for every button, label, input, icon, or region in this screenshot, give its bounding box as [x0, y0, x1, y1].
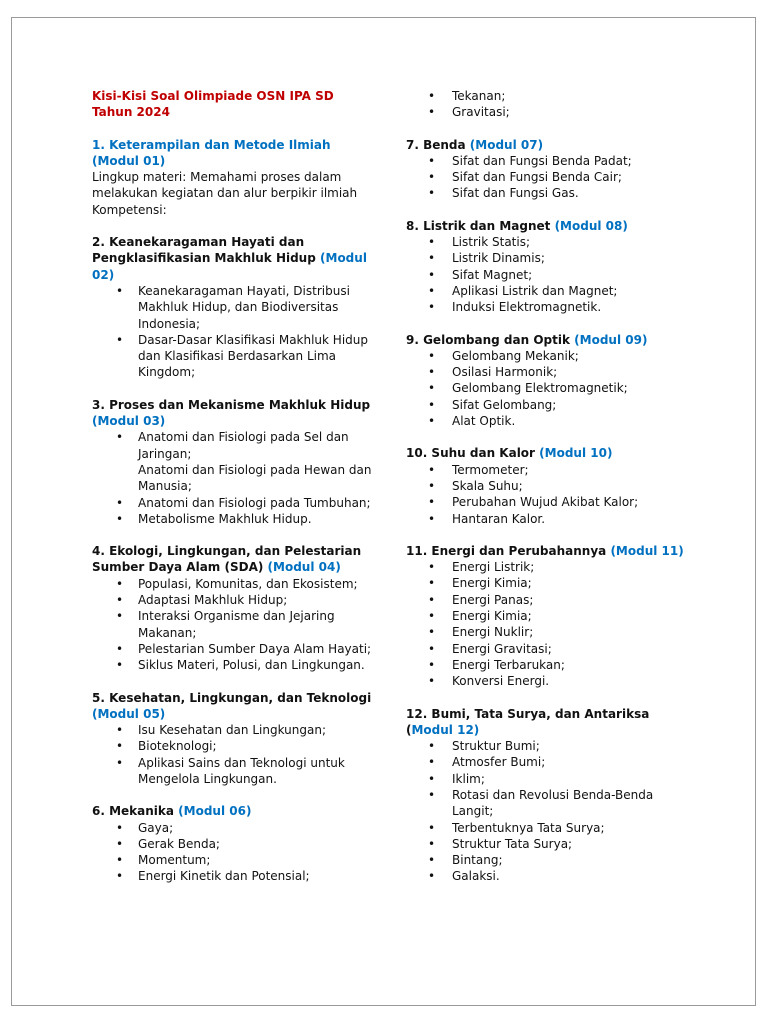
section-heading-text: 1. Keterampilan dan Metode Ilmiah [92, 137, 331, 152]
section-heading [92, 137, 372, 170]
topic-list [406, 348, 686, 429]
modul-label: (Modul 01) [92, 153, 166, 168]
list-item: • Gravitasi; [406, 104, 686, 120]
section-heading-text: 9. Gelombang dan Optik [406, 332, 570, 347]
section-heading-text: 4. Ekologi, Lingkungan, dan Pelestarian Sumber Daya Alam (SDA) [92, 544, 362, 575]
modul-label: (Modul 07) [469, 137, 544, 152]
modul-label: (Modul 05) [92, 706, 166, 721]
modul-label: (Modul 04) [267, 560, 341, 575]
right-column [406, 88, 686, 901]
list-item: • Energi Kinetik dan Potensial; [92, 868, 372, 884]
list-item: • Termometer; [406, 462, 686, 478]
list-item: • Tekanan; [406, 88, 686, 104]
list-item: • Metabolisme Makhluk Hidup. [92, 511, 372, 527]
list-item: • Energi Listrik; [406, 559, 686, 575]
list-item: • Atmosfer Bumi; [406, 754, 686, 770]
section-heading [406, 218, 686, 234]
section-3 [92, 397, 372, 527]
list-item: • Energi Gravitasi; [406, 641, 686, 657]
section-heading-text: 11. Energi dan Perubahannya [406, 543, 607, 558]
modul-label: (Modul 06) [178, 804, 252, 819]
section-heading [92, 397, 372, 430]
topic-list [92, 722, 372, 787]
section-2 [92, 234, 372, 381]
list-item: • Keanekaragaman Hayati, Distribusi Makhluk Hidup, dan Biodiversitas Indonesia; [92, 283, 372, 332]
list-item: • Energi Terbarukan; [406, 657, 686, 673]
section-heading [406, 706, 686, 739]
left-column [92, 88, 372, 901]
modul-label: (Modul 02) [92, 251, 367, 282]
modul-label: (Modul 03) [92, 414, 166, 429]
list-item: • Rotasi dan Revolusi Benda-Benda Langit; [406, 787, 686, 820]
topic-list [406, 462, 686, 527]
modul-label: (Modul 08) [554, 218, 628, 233]
competency-text: Kompetensi: [92, 202, 167, 217]
list-item: • Hantaran Kalor. [406, 511, 686, 527]
topic-list [406, 153, 686, 202]
list-item: • Interaksi Organisme dan Jejaring Makanan; [92, 608, 372, 641]
section-heading-text: 12. Bumi, Tata Surya, dan Antariksa ( [406, 706, 650, 737]
list-item: • Perubahan Wujud Akibat Kalor; [406, 494, 686, 510]
topic-list [406, 88, 686, 121]
topic-list [92, 283, 372, 381]
list-item: • Energi Nuklir; [406, 624, 686, 640]
list-item-subline: Anatomi dan Fisiologi pada Hewan dan Manusia; [138, 462, 372, 494]
list-item: • Skala Suhu; [406, 478, 686, 494]
section-1 [92, 137, 372, 218]
section-heading [406, 445, 686, 461]
section-heading-text: 8. Listrik dan Magnet [406, 218, 551, 233]
list-item: • Konversi Energi. [406, 673, 686, 689]
list-item: • Isu Kesehatan dan Lingkungan; [92, 722, 372, 738]
modul-label: (Modul 09) [574, 332, 648, 347]
section-heading [92, 543, 372, 576]
modul-label: Modul 12) [411, 722, 480, 737]
section-6-continued [406, 88, 686, 121]
section-heading-text: 7. Benda [406, 137, 466, 152]
list-item: • Aplikasi Listrik dan Magnet; [406, 283, 686, 299]
list-item: • Sifat Gelombang; [406, 397, 686, 413]
list-item: • Aplikasi Sains dan Teknologi untuk Mengelola Lingkungan. [92, 755, 372, 788]
document-title: Kisi-Kisi Soal Olimpiade OSN IPA SD Tahun 2024 [92, 89, 334, 120]
section-heading [92, 690, 372, 723]
topic-list [406, 559, 686, 689]
list-item: • Energi Kimia; [406, 575, 686, 591]
list-item: • Energi Panas; [406, 592, 686, 608]
list-item: • Bioteknologi; [92, 738, 372, 754]
list-item: • Iklim; [406, 771, 686, 787]
section-4 [92, 543, 372, 673]
list-item: • Dasar-Dasar Klasifikasi Makhluk Hidup dan Klasifikasi Berdasarkan Lima Kingdom; [92, 332, 372, 381]
section-heading-text: 10. Suhu dan Kalor [406, 446, 535, 461]
section-12 [406, 706, 686, 885]
section-11 [406, 543, 686, 690]
list-item: • Gaya; [92, 820, 372, 836]
modul-label: (Modul 10) [539, 446, 613, 461]
list-item: • Sifat Magnet; [406, 267, 686, 283]
section-8 [406, 218, 686, 316]
section-10 [406, 445, 686, 526]
section-9 [406, 332, 686, 430]
list-item: • Populasi, Komunitas, dan Ekosistem; [92, 576, 372, 592]
list-item: • Osilasi Harmonik; [406, 364, 686, 380]
list-item: • Gelombang Mekanik; [406, 348, 686, 364]
list-item: • Siklus Materi, Polusi, dan Lingkungan. [92, 657, 372, 673]
section-heading [406, 137, 686, 153]
section-7 [406, 137, 686, 202]
scope-text: Lingkup materi: Memahami proses dalam melakukan kegiatan dan alur berpikir ilmiah [92, 170, 358, 201]
section-heading [92, 234, 372, 283]
list-item: • Anatomi dan Fisiologi pada Tumbuhan; [92, 495, 372, 511]
list-item: • Alat Optik. [406, 413, 686, 429]
section-5 [92, 690, 372, 788]
list-item: • Bintang; [406, 852, 686, 868]
list-item: • Induksi Elektromagnetik. [406, 299, 686, 315]
list-item: • Galaksi. [406, 868, 686, 884]
modul-label: (Modul 11) [610, 543, 684, 558]
list-item: • Listrik Dinamis; [406, 250, 686, 266]
topic-list [92, 429, 372, 527]
list-item: • Pelestarian Sumber Daya Alam Hayati; [92, 641, 372, 657]
list-item: • Sifat dan Fungsi Benda Padat; [406, 153, 686, 169]
list-item-text: • Anatomi dan Fisiologi pada Sel dan Jaringan; [138, 430, 349, 461]
list-item: • Sifat dan Fungsi Gas. [406, 185, 686, 201]
list-item: • Struktur Tata Surya; [406, 836, 686, 852]
section-heading-text: 6. Mekanika [92, 804, 174, 819]
list-item: • Momentum; [92, 852, 372, 868]
section-heading [92, 803, 372, 819]
list-item: • Energi Kimia; [406, 608, 686, 624]
section-heading-text: 2. Keanekaragaman Hayati dan Pengklasifikasian Makhluk Hidup [92, 235, 316, 266]
list-item: • Struktur Bumi; [406, 738, 686, 754]
list-item: • Adaptasi Makhluk Hidup; [92, 592, 372, 608]
topic-list [92, 820, 372, 885]
section-6 [92, 803, 372, 884]
section-heading-text: 5. Kesehatan, Lingkungan, dan Teknologi [92, 690, 372, 705]
list-item: • Listrik Statis; [406, 234, 686, 250]
list-item: • Sifat dan Fungsi Benda Cair; [406, 169, 686, 185]
topic-list [406, 234, 686, 315]
section-heading [406, 332, 686, 348]
topic-list [92, 576, 372, 674]
section-heading-text: 3. Proses dan Mekanisme Makhluk Hidup [92, 397, 371, 412]
list-item: • Gelombang Elektromagnetik; [406, 380, 686, 396]
list-item [92, 429, 372, 494]
topic-list [406, 738, 686, 885]
list-item: • Gerak Benda; [92, 836, 372, 852]
list-item: • Terbentuknya Tata Surya; [406, 820, 686, 836]
section-heading [406, 543, 686, 559]
